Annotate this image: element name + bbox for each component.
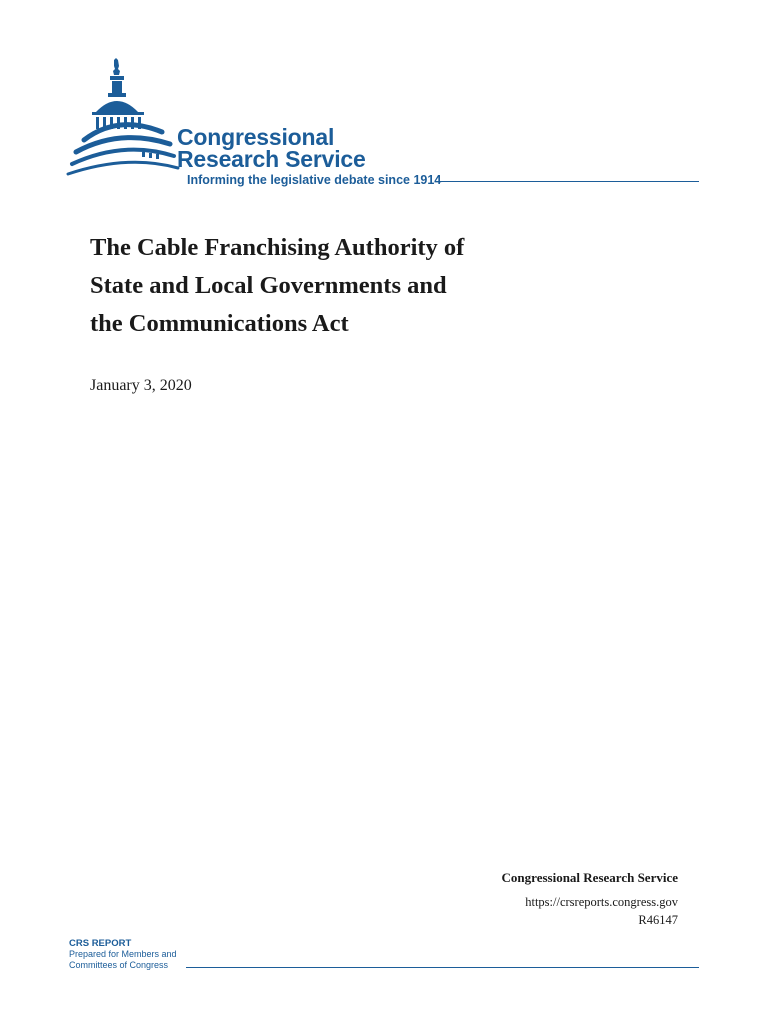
document-date: January 3, 2020	[90, 377, 192, 394]
document-title	[90, 229, 560, 343]
footer-organization: Congressional Research Service	[501, 870, 678, 885]
report-audience-line1: Prepared for Members and	[69, 949, 177, 959]
footer-block	[502, 869, 678, 929]
tagline: Informing the legislative debate since 1914	[187, 173, 442, 187]
report-kind: CRS REPORT	[69, 938, 132, 949]
title-line-2: State and Local Governments and	[90, 272, 447, 299]
footer-url-link[interactable]: https://crsreports.congress.gov	[525, 895, 678, 909]
report-id: R46147	[638, 913, 678, 927]
org-name-line2: Research Service	[177, 146, 366, 172]
crs-report-label	[69, 938, 177, 971]
report-divider	[186, 967, 699, 968]
org-name-line1: Congressional	[177, 124, 335, 150]
title-line-3: the Communications Act	[90, 310, 349, 337]
title-line-1: The Cable Franchising Authority of	[90, 234, 465, 261]
report-audience-line2: Committees of Congress	[69, 960, 169, 970]
tagline-divider	[441, 181, 699, 182]
